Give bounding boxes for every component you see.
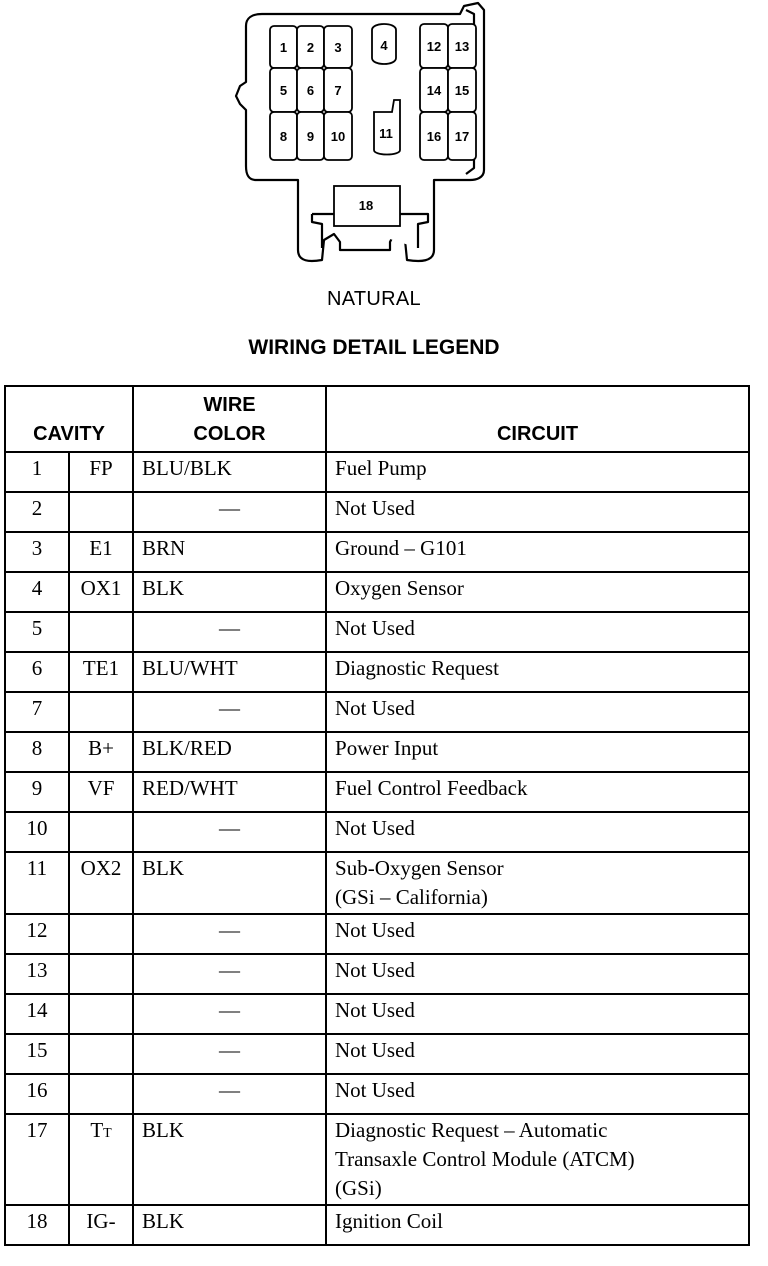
terminal-id: IG-: [69, 1205, 133, 1245]
cavity-number: 8: [5, 732, 69, 772]
table-row: [5, 532, 749, 572]
circuit-line: Ground – G101: [335, 536, 467, 560]
terminal-id: TE1: [69, 652, 133, 692]
cavity-number: 3: [5, 532, 69, 572]
cavity-number: 5: [5, 612, 69, 652]
terminal-id: E1: [69, 532, 133, 572]
wire-color: BLK: [133, 572, 326, 612]
wire-color: BLK: [133, 1114, 326, 1205]
circuit-description: [326, 1114, 749, 1205]
circuit-line: Oxygen Sensor: [335, 576, 464, 600]
cavity-label: 11: [379, 126, 393, 141]
circuit-line: Power Input: [335, 736, 439, 760]
terminal-id: [69, 1114, 133, 1205]
terminal-id: [69, 914, 133, 954]
wire-color: BRN: [133, 532, 326, 572]
wire-color: —: [133, 812, 326, 852]
wire-color: —: [133, 914, 326, 954]
cavity-number: 7: [5, 692, 69, 732]
circuit-description: [326, 812, 749, 852]
circuit-description: [326, 772, 749, 812]
terminal-id: OX1: [69, 572, 133, 612]
cavity-label: 3: [334, 40, 342, 55]
terminal-id: B+: [69, 732, 133, 772]
circuit-description: [326, 1034, 749, 1074]
circuit-line: Diagnostic Request – Automatic: [335, 1118, 608, 1142]
cavity-number: 13: [5, 954, 69, 994]
table-row: [5, 1114, 749, 1205]
circuit-line: (GSi – California): [335, 885, 488, 909]
cavity-label: 8: [279, 129, 288, 144]
circuit-line: Not Used: [335, 998, 415, 1022]
cavity-label: 15: [454, 83, 470, 98]
circuit-description: [326, 532, 749, 572]
circuit-line: Ignition Coil: [335, 1209, 443, 1233]
cavity-number: 14: [5, 994, 69, 1034]
cavity-label: 6: [306, 83, 315, 98]
terminal-id: [69, 692, 133, 732]
table-row: [5, 692, 749, 732]
circuit-line: Not Used: [335, 616, 415, 640]
table-header-row: [5, 386, 749, 452]
wire-color: —: [133, 1074, 326, 1114]
table-row: [5, 994, 749, 1034]
terminal-id: VF: [69, 772, 133, 812]
terminal-id: FP: [69, 452, 133, 492]
circuit-line: Not Used: [335, 918, 415, 942]
cavity-number: 2: [5, 492, 69, 532]
table-row: [5, 1074, 749, 1114]
header-wire-color: WIRE COLOR: [133, 386, 326, 452]
cavity-number: 10: [5, 812, 69, 852]
table-row: [5, 1205, 749, 1245]
cavity-number: 18: [5, 1205, 69, 1245]
table-row: [5, 612, 749, 652]
legend-body: [5, 452, 749, 1245]
cavity-label: 17: [454, 129, 470, 144]
cavity-number: 17: [5, 1114, 69, 1205]
circuit-description: [326, 692, 749, 732]
cavity-label: 7: [334, 83, 342, 98]
table-row: [5, 452, 749, 492]
terminal-id: [69, 1034, 133, 1074]
circuit-description: [326, 994, 749, 1034]
connector-face-diagram: [0, 0, 768, 285]
terminal-id: [69, 812, 133, 852]
circuit-line: Not Used: [335, 958, 415, 982]
connector-color-label: NATURAL: [327, 288, 421, 310]
circuit-description: [326, 652, 749, 692]
wire-color: —: [133, 492, 326, 532]
terminal-id: [69, 1074, 133, 1114]
terminal-id: [69, 954, 133, 994]
table-row: [5, 852, 749, 914]
cavity-label: 5: [279, 83, 288, 98]
circuit-description: [326, 954, 749, 994]
terminal-id: [69, 492, 133, 532]
wire-color: RED/WHT: [133, 772, 326, 812]
circuit-line: Not Used: [335, 816, 415, 840]
circuit-description: [326, 452, 749, 492]
circuit-description: [326, 492, 749, 532]
wire-color: BLU/WHT: [133, 652, 326, 692]
cavity-label: 10: [330, 129, 346, 144]
table-row: [5, 652, 749, 692]
circuit-line: Sub-Oxygen Sensor: [335, 856, 504, 880]
circuit-line: Not Used: [335, 1038, 415, 1062]
wire-color: —: [133, 612, 326, 652]
circuit-description: [326, 1205, 749, 1245]
wire-color: BLU/BLK: [133, 452, 326, 492]
cavity-number: 15: [5, 1034, 69, 1074]
legend-title: WIRING DETAIL LEGEND: [248, 336, 500, 359]
circuit-description: [326, 612, 749, 652]
cavity-label: 13: [454, 39, 470, 54]
wire-color: BLK/RED: [133, 732, 326, 772]
table-row: [5, 914, 749, 954]
wire-color: BLK: [133, 852, 326, 914]
table-row: [5, 954, 749, 994]
cavity-number: 4: [5, 572, 69, 612]
cavity-label: 4: [380, 38, 388, 53]
table-row: [5, 812, 749, 852]
cavity-number: 9: [5, 772, 69, 812]
circuit-description: [326, 732, 749, 772]
circuit-description: [326, 1074, 749, 1114]
cavity-label: 16: [426, 129, 442, 144]
cavity-label: 12: [426, 39, 442, 54]
cavity-number: 12: [5, 914, 69, 954]
circuit-line: (GSi): [335, 1176, 382, 1200]
header-circuit: CIRCUIT: [326, 386, 749, 452]
circuit-line: Fuel Pump: [335, 456, 427, 480]
table-row: [5, 492, 749, 532]
circuit-description: [326, 852, 749, 914]
table-row: [5, 1034, 749, 1074]
wire-color: BLK: [133, 1205, 326, 1245]
table-row: [5, 572, 749, 612]
table-row: [5, 732, 749, 772]
cavity-label: 18: [358, 198, 374, 213]
wire-color: —: [133, 954, 326, 994]
circuit-description: [326, 914, 749, 954]
terminal-id: OX2: [69, 852, 133, 914]
circuit-line: Diagnostic Request: [335, 656, 499, 680]
wire-color: —: [133, 994, 326, 1034]
cavity-number: 1: [5, 452, 69, 492]
circuit-line: Fuel Control Feedback: [335, 776, 528, 800]
wire-color: —: [133, 1034, 326, 1074]
table-row: [5, 772, 749, 812]
wiring-legend-table: [4, 385, 750, 1246]
cavity-label: 1: [279, 40, 288, 55]
circuit-line: Not Used: [335, 1078, 415, 1102]
cavity-number: 11: [5, 852, 69, 914]
circuit-line: Transaxle Control Module (ATCM): [335, 1147, 635, 1171]
cavity-label: 9: [306, 129, 315, 144]
cavity-number: 6: [5, 652, 69, 692]
terminal-id: [69, 612, 133, 652]
circuit-line: Not Used: [335, 696, 415, 720]
cavity-label: 2: [306, 40, 315, 55]
wire-color: —: [133, 692, 326, 732]
cavity-number: 16: [5, 1074, 69, 1114]
terminal-id: [69, 994, 133, 1034]
header-cavity: CAVITY: [5, 386, 133, 452]
terminal-id-text: TT: [90, 1118, 112, 1142]
cavity-label: 14: [426, 83, 442, 98]
circuit-description: [326, 572, 749, 612]
circuit-line: Not Used: [335, 496, 415, 520]
